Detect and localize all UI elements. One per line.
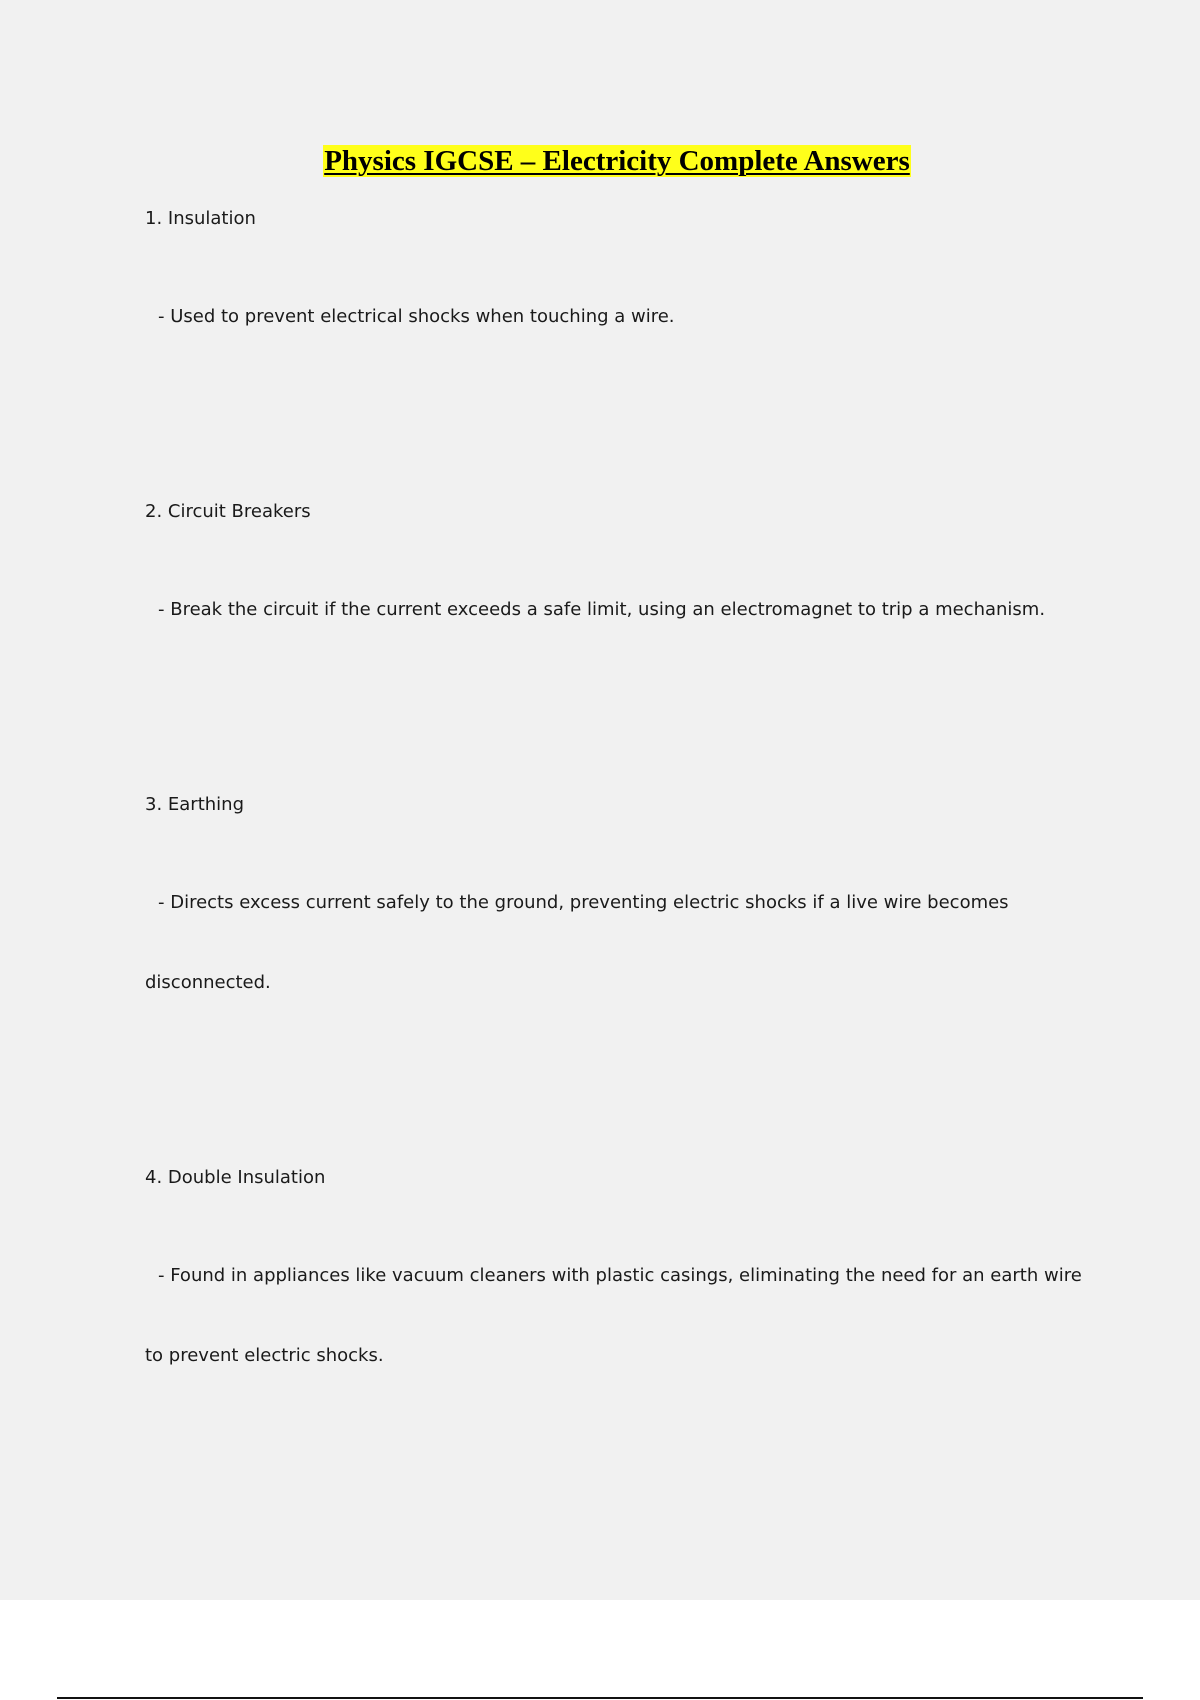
section-heading-earthing: 3. Earthing [145,794,244,815]
page-divider [57,1697,1143,1699]
section-answer-earthing-line-2: disconnected. [145,972,271,993]
section-heading-insulation: 1. Insulation [145,208,256,229]
section-answer-earthing-line-1: - Directs excess current safely to the ground, preventing electric shocks if a live wire becomes [158,892,1009,913]
document-title [0,144,1200,178]
section-answer-insulation: - Used to prevent electrical shocks when touching a wire. [158,306,675,327]
section-answer-double-insulation-line-1: - Found in appliances like vacuum cleaners with plastic casings, eliminating the need for an earth wire [158,1265,1082,1286]
section-answer-circuit-breakers: - Break the circuit if the current exceeds a safe limit, using an electromagnet to trip a mechanism. [158,599,1046,620]
document-title-text: Physics IGCSE – Electricity Complete Answers [324,145,910,177]
section-answer-double-insulation-line-2: to prevent electric shocks. [145,1345,384,1366]
section-heading-double-insulation: 4. Double Insulation [145,1167,326,1188]
section-heading-circuit-breakers: 2. Circuit Breakers [145,501,311,522]
